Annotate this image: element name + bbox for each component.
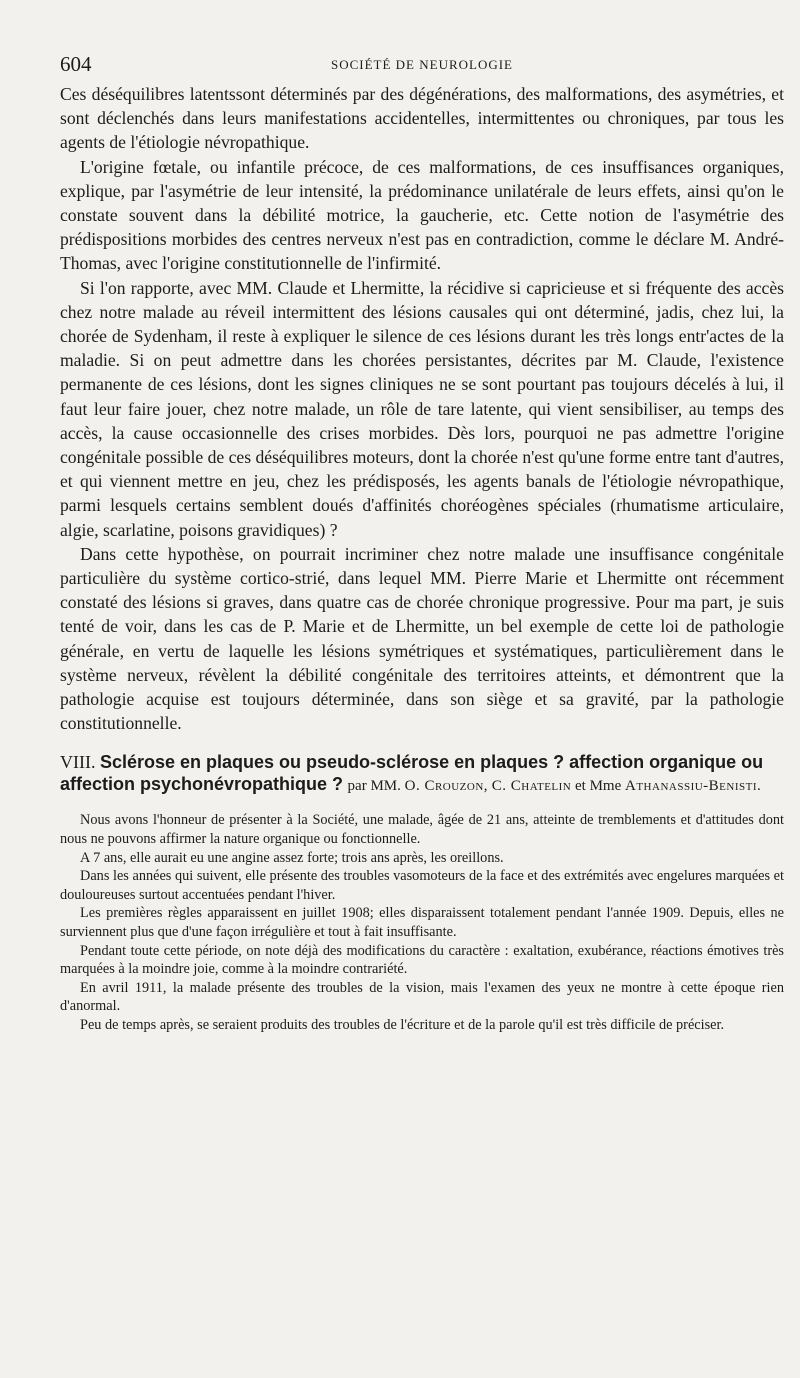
author: O. Crouzon, — [404, 778, 489, 795]
case-paragraph: Nous avons l'honneur de présenter à la Société, une malade, âgée de 21 ans, atteinte de tremblements et d'attitudes dont nous ne pouvons affirmer la nature organique ou fonctionnelle. — [60, 812, 784, 848]
case-paragraph: Les premières règles apparaissent en juillet 1908; elles disparaissent totalement pendant l'année 1909. Depuis, elles ne surviennent plus que d'une façon irrégulière et tout à fait insuffisante. — [60, 905, 784, 941]
section-heading — [60, 751, 784, 797]
case-report — [60, 811, 784, 1034]
author: Athanassiu-Benisti. — [625, 778, 762, 795]
page-number: 604 — [60, 52, 92, 76]
byline-and: et Mme — [575, 778, 622, 795]
case-paragraph: A 7 ans, elle aurait eu une angine assez forte; trois ans après, les oreillons. — [80, 849, 504, 866]
paragraph: Si l'on rapporte, avec MM. Claude et Lhermitte, la récidive si capricieuse et si fréquente des accès chez notre malade au réveil intermittent des lésions causales qui ont déterminé, jadis, chez lui, la chorée de Sydenham, il reste à expliquer le silence de ces lésions durant les très longs entr'actes de la maladie. Si on peut admettre dans les chorées persistantes, décrites par M. Claude, l'existence permanente de ces lésions, dont les signes cliniques ne se sont pourtant pas toujours décelés à lui, il faut leur faire jouer, chez notre malade, un rôle de tare latente, qui vient sensibiliser, au temps des accès, la cause occasionnelle des crises morbides. Dès lors, pourquoi ne pas admettre l'origine congénitale possible de ces déséquilibres moteurs, dont la chorée n'est qu'une forme entre tant d'autres, et qui viennent mettre en jeu, chez les prédisposés, les agents banals de l'étiologie névropathique, parmi lesquels certains semblent doués d'affinités choréogènes spéciales (rhumatisme articulaire, algie, scarlatine, poisons gravidiques) ? — [60, 277, 784, 540]
paragraph: Dans cette hypothèse, on pourrait incriminer chez notre malade une insuffisance congénitale particulière du système cortico-strié, dans lequel MM. Pierre Marie et Lhermitte ont récemment constaté des lésions si graves, dans quatre cas de chorée chronique progressive. Pour ma part, je suis tenté de voir, dans les cas de P. Marie et de Lhermitte, un bel exemple de cette loi de pathologie générale, en vertu de laquelle les lésions symétriques et systématiques, particulièrement dans le système nerveux, révèlent la débilité congénitale des territoires atteints, et démontrent que la pathologie acquise est toujours déterminée, dans son siège et sa gravité, par la pathologie constitutionnelle. — [60, 543, 784, 734]
section-title: Sclérose en plaques ou pseudo-sclérose en plaques ? affection organique ou affection psychonévropathique ? — [60, 752, 764, 795]
case-paragraph: En avril 1911, la malade présente des troubles de la vision, mais l'examen des yeux ne montre à cette époque rien d'anormal. — [60, 979, 784, 1015]
section-number: VIII. — [60, 752, 96, 773]
page — [60, 52, 784, 1035]
byline-by: par MM. — [347, 778, 401, 795]
journal-title: SOCIÉTÉ DE NEUROLOGIE — [330, 57, 514, 72]
case-paragraph: Dans les années qui suivent, elle présente des troubles vasomoteurs de la face et des extrémités avec engelures marquées et douloureuses surtout accentuées pendant l'hiver. — [60, 868, 784, 903]
case-paragraph: Pendant toute cette période, on note déjà des modifications du caractère : exaltation, exubérance, réactions émotives très marquées à la moindre joie, comme à la moindre contrariété. — [60, 942, 784, 978]
running-head — [60, 52, 784, 82]
paragraph: L'origine fœtale, ou infantile précoce, de ces malformations, de ces insuffisances organiques, explique, par l'asymétrie de leur intensité, la prédominance unilatérale de leurs effets, ainsi qu'on le constate souvent dans la débilité motrice, la gaucherie, etc. Cette notion de l'asymétrie des prédispositions morbides des centres nerveux n'est pas en contradiction, comme le déclare M. André-Thomas, avec l'origine constitutionnelle de l'infirmité. — [60, 156, 784, 274]
paragraph: Ces déséquilibres latentssont déterminés par des dégénérations, des malformations, des asymétries, et sont déclenchés dans leurs manifestations accidentelles, intermittentes ou chroniques, par tous les agents de l'étiologie névropathique. — [60, 84, 784, 153]
byline — [348, 778, 762, 794]
main-text — [60, 82, 784, 735]
author: C. Chatelin — [491, 778, 572, 795]
section-viii — [60, 751, 784, 1034]
case-paragraph: Peu de temps après, se seraient produits des troubles de l'écriture et de la parole qu'il est très difficile de préciser. — [80, 1017, 725, 1034]
